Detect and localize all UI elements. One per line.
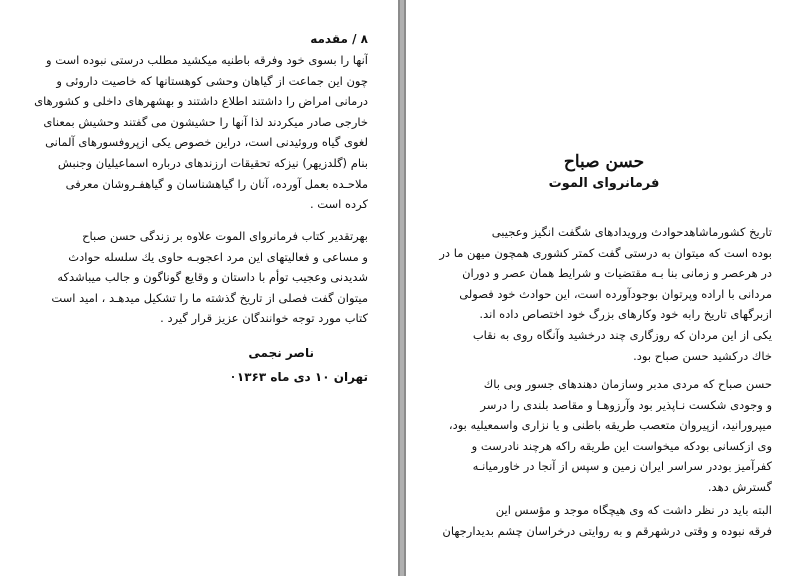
text-line: فرقه نبوده و وقتی درشهرقم و به روایتی درخراسان چشم بدیدارجهان (442, 523, 772, 538)
right-paragraph-1 (432, 222, 772, 366)
text-line: حسن صباح که مردی مدبر وسازمان دهندهای جسور وبی باك (483, 377, 772, 391)
text-line: خاك درکشید حسن صباح بود. (633, 348, 772, 363)
text-line: لغوی گیاه وروئیدنی است، دراین خصوص یکی ازپروفسورهای آلمانی (45, 135, 368, 150)
text-line: شدیدنی وعجیب توأم با داستان و وقایع گوناگون و جالب میباشدکه (57, 270, 368, 285)
left-paragraph-2 (28, 226, 368, 329)
text-line: آنها را بسوی خود وفرقه باطنیه میکشید مطلب درستی نبوده است و (46, 53, 368, 67)
text-line: یکی از این مردان که روزگاری چند درخشید وآنگاه روی به نقاب (472, 327, 772, 342)
text-line: بهرتقدیر کتاب فرمانروای الموت علاوه بر زندگی حسن صباح (82, 229, 368, 243)
text-line: چون این جماعت از گیاهان وحشی کوهستانها که خاصیت داروئی و (56, 73, 368, 88)
text-line: میپرورانید، ازپیروان متعصب طریقه باطنی و یا نزاری واسمعیلیه بود، (448, 418, 772, 433)
text-line: ازبرگهای تاریخ رابه خود وکارهای بزرگ خود اختصاص داده اند. (479, 307, 772, 322)
text-line: و وجودی شکست نـاپذیر بود وآرزوهـا و مقاصد بلندی را درسر (480, 397, 772, 412)
chapter-subtitle: فرمانروای الموت (548, 176, 660, 191)
text-line: گسترش دهد. (707, 479, 772, 494)
text-line: مردانی با اراده وپرتوان بوجودآورده است، این حوادث خود فصولی (459, 286, 772, 301)
right-paragraph-2 (432, 374, 772, 498)
text-line: و مساعی و فعالیتهای این مرد اعجوبـه حاوی یك سلسله حوادث (68, 249, 368, 264)
left-paragraph-1 (28, 50, 368, 215)
text-line: کفرآمیز بوددر سراسر ایران زمین و سپس از آنجا در خاورمیانـه (472, 459, 772, 474)
text-line: بنام (گلدزیهر) نیزکه تحقیقات ارزندهای درباره اسماعیلیان وجنبش (57, 155, 368, 170)
left-page (0, 0, 398, 576)
text-line: بوده است که میتوان به درستی گفت کمتر کشوری همچون میهن ما در (439, 245, 772, 260)
text-line: کرده است . (309, 197, 368, 212)
text-line: میتوان گفت فصلی از تاریخ گذشته ما را تشکیل میدهـد ، امید است (51, 290, 368, 305)
text-line: وی ازکسانی بودکه میخواست این طریقه راکه هرچند نادرست و (471, 438, 772, 453)
text-line: تاریخ کشورماشاهدحوادث ورویدادهای شگفت انگیز وعجیبی (491, 225, 772, 239)
text-line: در هرعصر و زمانی بنا بـه مقتضیات و شرایط همان عصر و دوران (462, 266, 772, 281)
right-page (406, 0, 802, 576)
page-header: ۸ / مقدمه (310, 32, 368, 46)
text-line: ملاحـده بعمل آورده، آنان را گیاهشناسان و گیاهفـروشان معرفی (65, 176, 368, 191)
stray-mark (232, 376, 234, 378)
text-line: البته باید در نظر داشت که وی هیچگاه موجد و مؤسس این (495, 503, 772, 517)
signature-place-date: تهران ۱۰ دی ماه ۱۳۶۳ (236, 370, 368, 384)
right-paragraph-3 (432, 500, 772, 541)
text-line: کتاب مورد توجه خوانندگان عزیز قرار گیرد . (160, 311, 368, 326)
text-line: درمانی امراض را داشتند اطلاع داشتند و بهشهرهای داخلی و کشورهای (34, 94, 368, 109)
chapter-title: حسن صباح (563, 152, 645, 172)
signature-name: ناصر نجمی (248, 346, 314, 360)
text-line: خارجی صادر میکردند لذا آنها را حشیشون می گفتند وحشیش بمعنای (43, 114, 368, 129)
